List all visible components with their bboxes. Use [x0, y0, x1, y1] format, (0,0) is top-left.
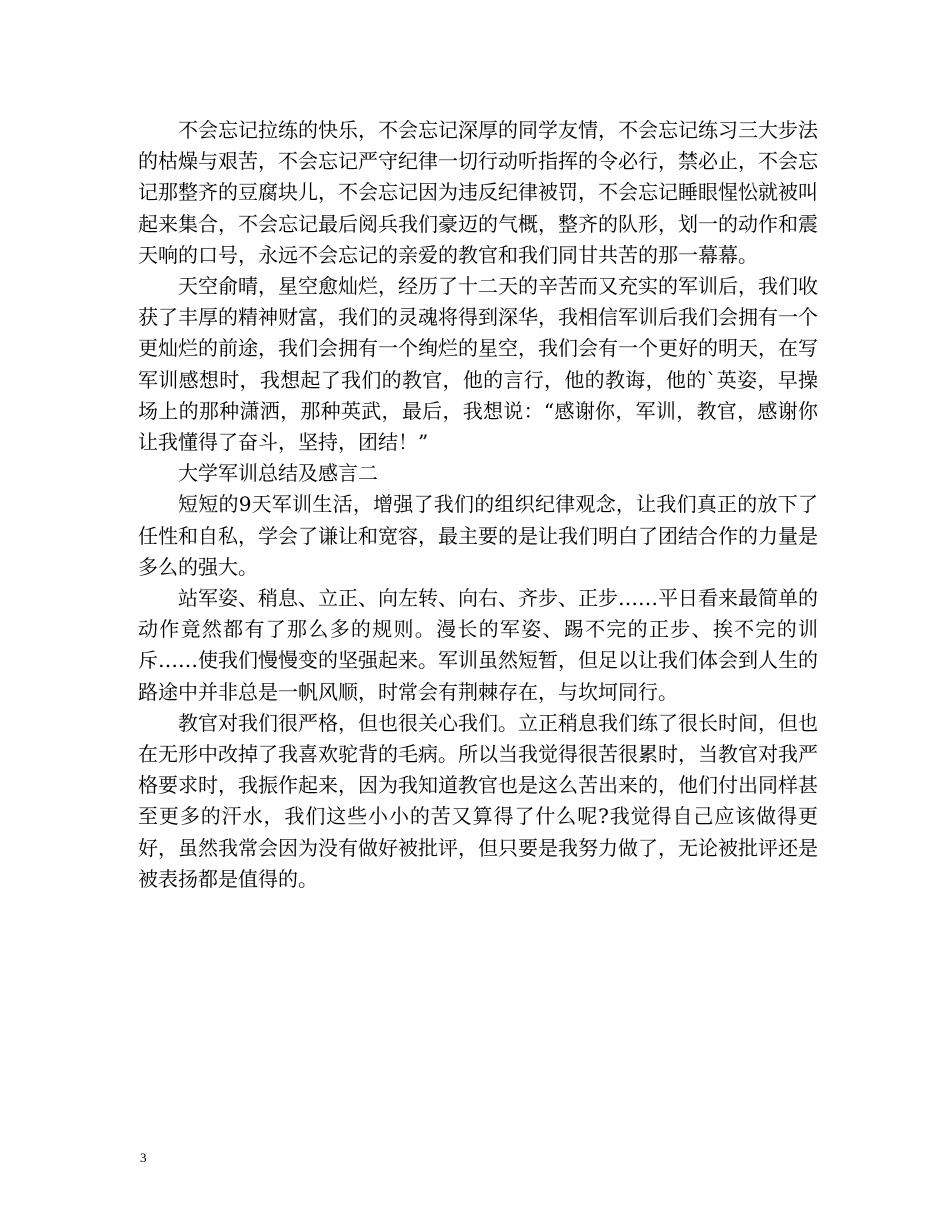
section-heading: 大学军训总结及感言二 — [178, 461, 378, 486]
paragraph-sky-clear: 天空俞晴，星空愈灿烂，经历了十二天的辛苦而又充实的军训后，我们收获了丰厚的精神财富，我们的灵魂将得到深华，我相信军训后我们会拥有一个更灿烂的前途，我们会拥有一个绚烂的星空，我们会有一个更好的明天，在写军训感想时，我想起了我们的教官，他的言行，他的教诲，他的`英姿，早操场上的那种潇洒，那种英武，最后，我想说：“感谢你，军训，教官，感谢你让我懂得了奋斗，坚持，团结！” — [138, 274, 818, 455]
paragraph-nine-days: 短短的9天军训生活，增强了我们的组织纪律观念，让我们真正的放下了任性和自私，学会了谦让和宽容，最主要的是让我们明白了团结合作的力量是多么的强大。 — [138, 492, 818, 579]
paragraph-drills: 站军姿、稍息、立正、向左转、向右、齐步、正步……平日看来最简单的动作竟然都有了那么多的规则。漫长的军姿、踢不完的正步、挨不完的训斥……使我们慢慢变的坚强起来。军训虽然短暂，但足以让我们体会到人生的路途中并非总是一帆风顺，时常会有荆棘存在，与坎坷同行。 — [138, 586, 818, 704]
page-number: 3 — [140, 1150, 147, 1165]
paragraph-remember: 不会忘记拉练的快乐，不会忘记深厚的同学友情，不会忘记练习三大步法的枯燥与艰苦，不会忘记严守纪律一切行动听指挥的令必行，禁必止，不会忘记那整齐的豆腐块儿，不会忘记因为违反纪律被罚，不会忘记睡眼惺忪就被叫起来集合，不会忘记最后阅兵我们豪迈的气概，整齐的队形，划一的动作和震天响的口号，永远不会忘记的亲爱的教官和我们同甘共苦的那一幕幕。 — [138, 118, 818, 267]
document-body — [138, 115, 818, 895]
paragraph-instructor: 教官对我们很严格，但也很关心我们。立正稍息我们练了很长时间，但也在无形中改掉了我喜欢驼背的毛病。所以当我觉得很苦很累时，当教官对我严格要求时，我振作起来，因为我知道教官也是这么苦出来的，他们付出同样甚至更多的汗水，我们这些小小的苦又算得了什么呢?我觉得自己应该做得更好，虽然我常会因为没有做好被批评，但只要是我努力做了，无论被批评还是被表扬都是值得的。 — [138, 710, 818, 891]
